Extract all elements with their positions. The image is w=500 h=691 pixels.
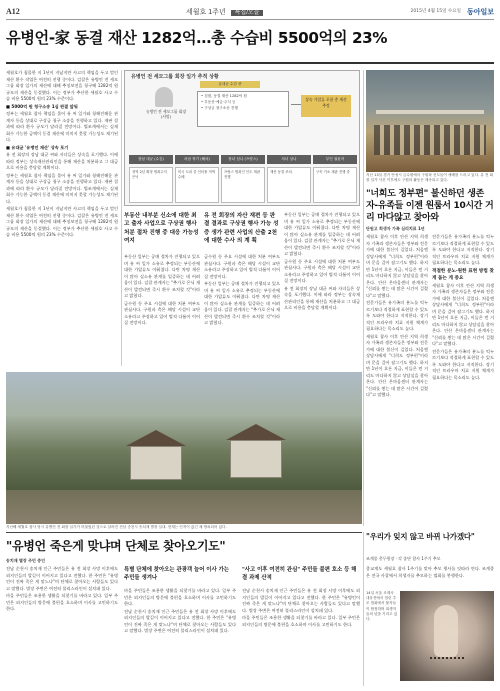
- feature-headline: "너희도 정부편" 불신하던 생존자-유족들 이젠 원룸서 10시간 거리 마다않고 찾아와: [366, 189, 494, 224]
- lower-body-d: 전남 순천시 송치재 인근 주민들은 유 전 회장 사망 이후에도 외지인들의 발길이 이어지고 있다고 전했다. 한 주민은 "유병언이 진짜 죽은 게 맞느냐"며 단체로 찾아오는 사람들도 있다고 말했다. 별장 주변은 여전히 폴리스라인이 설치돼 있다.: [242, 588, 360, 613]
- infographic-right-label: 상속 가압류 포함 총 재산 추정: [301, 95, 351, 117]
- main-subhead: ■ 5000억 원 청구소송 1심 판결 앞둬: [6, 103, 78, 109]
- asset-tracking-infographic: [124, 70, 360, 206]
- section-label: [186, 8, 263, 17]
- house-shape: [130, 446, 182, 480]
- lower-body-b: 마을 주민들은 조용한 생활을 되찾기를 바라고 있다. 일부 주민은 외지인들의 방문에 불편을 호소하며 이사를 고민하기도 한다.: [124, 588, 236, 606]
- family-cell: 장남 대균 (수감): [129, 155, 173, 164]
- lower-right-paragraph: 종교계도 세월호 참사 1주기를 맞아 추모 행사를 잇따라 연다. 조계종은 전국 사찰에서 희생자를 추모하는 법회를 봉행한다.: [366, 566, 494, 578]
- house-roof-shape: [226, 424, 286, 440]
- middle-column-3: [284, 212, 360, 366]
- lower-body-c: 전남 순천시 송치재 인근 주민들은 유 전 회장 사망 이후에도 외지인들의 발길이 이어지고 있다고 전했다. 한 주민은 "유병언이 진짜 죽은 게 맞느냐"며 단체로 찾아오는 사람들도 있다고 말했다. 별장 주변은 여전히 폴리스라인이 설치돼 있다.: [124, 608, 236, 633]
- main-body-paragraph-3: 유 전 회장의 장남 대균 씨와 자녀들은 상속을 포기했다. 이에 따라 정부는 상속재산관리인을 통해 재산을 처분하고 그 대금으로 비용을 충당할 계획이다.: [6, 152, 118, 170]
- main-subhead-2: ■ 유대균 '유병언 재산' 상속 포기: [6, 144, 69, 150]
- headline-rule: [6, 62, 494, 64]
- house-shape: [230, 440, 282, 478]
- family-detail-cell: 징역 2년 확정 범죄수익 은닉: [129, 167, 173, 203]
- house-roof-shape: [126, 430, 186, 446]
- middle-body-2: 금수원 등 주요 시설에 대한 처분 여부도 관심사다. 구원파 측은 해당 시설이 교단 소유라고 주장하고 있어 법적 다툼이 이어질 전망이다.: [124, 300, 200, 325]
- middle-deck-2: 유 전 회장의 자산 재편 등 판결 결과로 구상권 행사 가능 성 증 생가 관련 사업의 산출 2천 에 대한 수사 의 계 획: [204, 213, 279, 245]
- middle-body-2b: 금수원 등 주요 시설에 대한 처분 여부도 관심사다. 구원파 측은 해당 시설이 교단 소유라고 주장하고 있어 법적 다툼이 이어질 전망이다.: [204, 254, 280, 279]
- family-detail-cell: 구속 기소 재판 진행 중: [313, 167, 357, 203]
- village-villa-photo: [6, 372, 362, 524]
- infographic-detail-row: [129, 167, 357, 203]
- page-header: [6, 6, 494, 20]
- lower-column-1: [6, 566, 118, 686]
- family-cell: 차녀 상나: [267, 155, 311, 164]
- lower-headline: "유병언 죽은게 맞냐며 단체로 찾아오기도": [6, 539, 226, 553]
- infographic-asset-box: • 검찰, 동결 재산 1282억 원 • 부동산·예금·주식 등 • 구상금 청구소송 진행: [197, 91, 289, 127]
- feature-byline: 단원고 희생자 가족 심리치료 1년: [366, 226, 425, 231]
- main-body-paragraph-repeat-2: 세월호가 침몰한 지 1년이 지났지만 사고의 책임을 두고 벌인 재산 환수 작업은 여전히 진행 중이다. 검찰은 유병언 전 세모그룹 회장 일가의 재산에 대해 추징보전을 청구해 1282억 원 규모의 재산을 동결했다. 이는 정부가 추산한 세월호 사고 수습 비용 5500억 원의 23% 수준이다.: [6, 206, 118, 237]
- feature-column-2: [432, 234, 494, 526]
- feature-subhead: 적절한 분노·원한 표현 방법 찾게 돕는 게 중요: [432, 268, 494, 281]
- page-number: A12: [6, 7, 20, 17]
- table-shape: [376, 110, 484, 114]
- lower-right-sub: 조계종 총무원장 · 각 종단 참사 1주기 추모: [366, 556, 441, 561]
- feature-column-1: [366, 234, 428, 526]
- church-photo-caption: 지난 13일 경기 안성시 금수원에서 구원파 신도들이 예배를 드리고 있다. 유 전 회장 일가 사건 이후에도 구원파 활동은 계속되고 있다.: [366, 173, 494, 183]
- paper-logo: 동아일보: [466, 7, 494, 16]
- lower-right-headline: "우리가 잊지 않고 바뀌 나가겠다": [366, 532, 475, 541]
- middle-column-2: [204, 254, 280, 366]
- main-body-paragraph: 세월호가 침몰한 지 1년이 지났지만 사고의 책임을 두고 벌인 재산 환수 작업은 여전히 진행 중이다. 검찰은 유병언 전 세모그룹 회장 일가의 재산에 대해 추징보전을 청구해 1282억 원 규모의 재산을 동결했다. 이는 정부가 추산한 세월호 사고 수습 비용 5500억 원의 23% 수준이다.: [6, 70, 118, 101]
- family-detail-cell: 미국 도피 중 인터폴 적색수배: [175, 167, 219, 203]
- lower-column-3: [242, 588, 360, 686]
- middle-body-c3: 유 전 회장의 장남 대균 씨와 자녀들은 상속을 포기했다. 이에 따라 정부는 상속재산관리인을 통해 재산을 처분하고 그 대금으로 비용을 충당할 계획이다.: [284, 285, 360, 310]
- middle-column-1: [124, 254, 200, 366]
- middle-body-b: 부동산 일부는 공매 절차가 진행되고 있으며 유 씨 일가 소유로 추정되는 부동산에 대한 가압류도 이뤄졌다. 다만 차명 재산이 많아 실소유 관계를 입증하는 데 어려움이 있다. 검찰 관계자는 "추가로 은닉 재산이 발견되면 즉시 환수 조치할 것"이라고 밝혔다.: [204, 281, 280, 325]
- feature-body-c: 세월호 참사 이후 안산 지역 희생자 가족과 생존자들은 정부와 전문가에 대한 불신이 깊었다. 처음엔 상담사에게 "너희도 정부편"이라며 문을 걸어 잠그기도 했다. 하지만 1년이 흐른 지금, 이들은 먼 거리도 마다하지 않고 상담실을 찾아온다. 안산 온마음센터 관계자는 "신뢰를 쌓는 데 많은 시간이 걸렸다"고 말했다.: [432, 282, 494, 347]
- arrow-icon: [291, 104, 301, 105]
- middle-deck-1: 부동산 내부분 신소에 대한 최고 출자 사업으로 구상권 행사 처분 절차 진행 중 대응 가능성 여지: [124, 213, 199, 245]
- congregation-shape: [374, 125, 486, 155]
- feature-body: 세월호 참사 이후 안산 지역 희생자 가족과 생존자들은 정부와 전문가에 대한 불신이 깊었다. 처음엔 상담사에게 "너희도 정부편"이라며 문을 걸어 잠그기도 했다. 하지만 1년이 흐른 지금, 이들은 먼 거리도 마다하지 않고 상담실을 찾아온다. 안산 온마음센터 관계자는 "신뢰를 쌓는 데 많은 시간이 걸렸다"고 말했다.: [366, 234, 428, 298]
- lower-body: 전남 순천시 송치재 인근 주민들은 유 전 회장 사망 이후에도 외지인들의 발길이 이어지고 있다고 전했다. 한 주민은 "유병언이 진짜 죽은 게 맞느냐"며 단체로 찾아오는 사람들도 있다고 말했다. 별장 주변은 여전히 폴리스라인이 설치돼 있다.: [6, 566, 118, 591]
- main-article-left-column: [6, 70, 118, 366]
- family-cell: 부인 권윤자: [313, 155, 357, 164]
- middle-body: 부동산 일부는 공매 절차가 진행되고 있으며 유 씨 일가 소유로 추정되는 부동산에 대한 가압류도 이뤄졌다. 다만 차명 재산이 많아 실소유 관계를 입증하는 데 어려움이 있다. 검찰 관계자는 "추가로 은닉 재산이 발견되면 즉시 환수 조치할 것"이라고 밝혔다.: [124, 254, 200, 298]
- prayer-beads-shape: [430, 653, 464, 659]
- lower-body-e: 마을 주민들은 조용한 생활을 되찾기를 바라고 있다. 일부 주민은 외지인들의 방문에 불편을 호소하며 이사를 고민하기도 한다.: [242, 615, 360, 627]
- main-body-paragraph-repeat: 정부는 세월호 참사 책임을 물어 유 씨 일가와 청해진해운 관계자 등을 상대로 구상금 청구 소송을 진행하고 있다. 재판 결과에 따라 환수 규모가 달라질 전망이다. 법조계에서는 실제 회수 가능한 금액이 동결 재산에 미치지 못할 가능성도 제기된다.: [6, 172, 118, 204]
- infographic-family-row: [129, 155, 357, 164]
- feature-body-d: 전문가들은 유가족의 분노를 억누르기보다 적절하게 표현할 수 있도록 도와야 한다고 지적한다. 장기적인 트라우마 치료 지원 체계가 필요하다는 목소리도 높다.: [432, 348, 494, 380]
- infographic-center-label: 유대균 수감 중: [200, 81, 260, 88]
- column-divider: [363, 532, 364, 686]
- church-worship-photo: [366, 70, 494, 172]
- family-detail-cell: 재산 동결 조치: [267, 167, 311, 203]
- main-headline: 유병언-家 동결 재산 1282억…총 수습비 5500억의 23%: [6, 29, 388, 47]
- praying-hands-photo: [400, 591, 494, 681]
- column-divider: [363, 70, 364, 526]
- family-detail-cell: 프랑스 범죄인 인도 재판 진행: [221, 167, 265, 203]
- hands-photo-caption: 14일 서울 조계사 대웅전에서 열린 추모 법회에서 불자들이 합장하며 희생자들의 넋을 기리고 있다.: [366, 591, 398, 622]
- section-tag: 특집/오늘: [231, 10, 264, 16]
- publish-date: 2015년 4월 15일 수요일: [410, 9, 461, 15]
- lower-deck: 특별 단체에 찾아오는 관광객 늘어 이사 가는 주민들 생겨나: [124, 567, 229, 582]
- column-divider: [121, 70, 122, 366]
- portrait-icon: [155, 87, 173, 107]
- family-cell: 차남 혁기 (해외): [175, 155, 219, 164]
- hands-shape: [434, 605, 458, 657]
- main-body-paragraph-2: 정부는 세월호 참사 책임을 물어 유 씨 일가와 청해진해운 관계자 등을 상대로 구상금 청구 소송을 진행하고 있다. 재판 결과에 따라 환수 규모가 달라질 전망이다. 법조계에서는 실제 회수 가능한 금액이 동결 재산에 미치지 못할 가능성도 제기된다.: [6, 111, 118, 142]
- village-photo-caption: 지난해 세월호 참사 당시 유병언 전 회장 일가가 머물렀던 것으로 알려진 전남 순천시 송치재 별장 일대. 현재는 인적이 끊긴 채 방치되어 있다.: [6, 525, 227, 529]
- infographic-title: 유병언 전 세모그룹 회장 일가 추적 상황: [131, 74, 219, 80]
- lower-rule: [6, 532, 362, 533]
- section-title: 세월호 1주년: [186, 8, 226, 16]
- family-cell: 장녀 섬나 (프랑스): [221, 155, 265, 164]
- feature-body-b: 전문가들은 유가족의 분노를 억누르기보다 적절하게 표현할 수 있도록 도와야 한다고 지적한다. 장기적인 트라우마 치료 지원 체계가 필요하다는 목소리도 높다.: [432, 234, 494, 265]
- feature-body-3: 세월호 참사 이후 안산 지역 희생자 가족과 생존자들은 정부와 전문가에 대한 불신이 깊었다. 처음엔 상담사에게 "너희도 정부편"이라며 문을 걸어 잠그기도 했다. 하지만 1년이 흐른 지금, 이들은 먼 거리도 마다하지 않고 상담실을 찾아온다. 안산 온마음센터 관계자는 "신뢰를 쌓는 데 많은 시간이 걸렸다"고 말했다.: [366, 333, 428, 397]
- middle-body-c: 부동산 일부는 공매 절차가 진행되고 있으며 유 씨 일가 소유로 추정되는 부동산에 대한 가압류도 이뤄졌다. 다만 차명 재산이 많아 실소유 관계를 입증하는 데 어려움이 있다. 검찰 관계자는 "추가로 은닉 재산이 발견되면 즉시 환수 조치할 것"이라고 밝혔다.: [284, 212, 360, 256]
- lower-right-body: [366, 566, 494, 588]
- lower-body-2: 마을 주민들은 조용한 생활을 되찾기를 바라고 있다. 일부 주민은 외지인들의 방문에 불편을 호소하며 이사를 고민하기도 한다.: [6, 593, 118, 611]
- middle-body-c2: 금수원 등 주요 시설에 대한 처분 여부도 관심사다. 구원파 측은 해당 시설이 교단 소유라고 주장하고 있어 법적 다툼이 이어질 전망이다.: [284, 258, 360, 283]
- ground-shape: [6, 490, 362, 524]
- lower-subhead: 송치재 별장 주민 증언: [6, 558, 45, 563]
- lower-deck-2: "사고 이후 여전히 관심" 주민들 불편 호소 등 해결 과제 산적: [242, 567, 357, 582]
- lower-column-2: [124, 588, 236, 686]
- feature-body-2: 전문가들은 유가족의 분노를 억누르기보다 적절하게 표현할 수 있도록 도와야 한다고 지적한다. 장기적인 트라우마 치료 지원 체계가 필요하다는 목소리도 높다.: [366, 300, 428, 331]
- infographic-person-name: 유병언 전 세모그룹 회장 (사망): [145, 109, 187, 120]
